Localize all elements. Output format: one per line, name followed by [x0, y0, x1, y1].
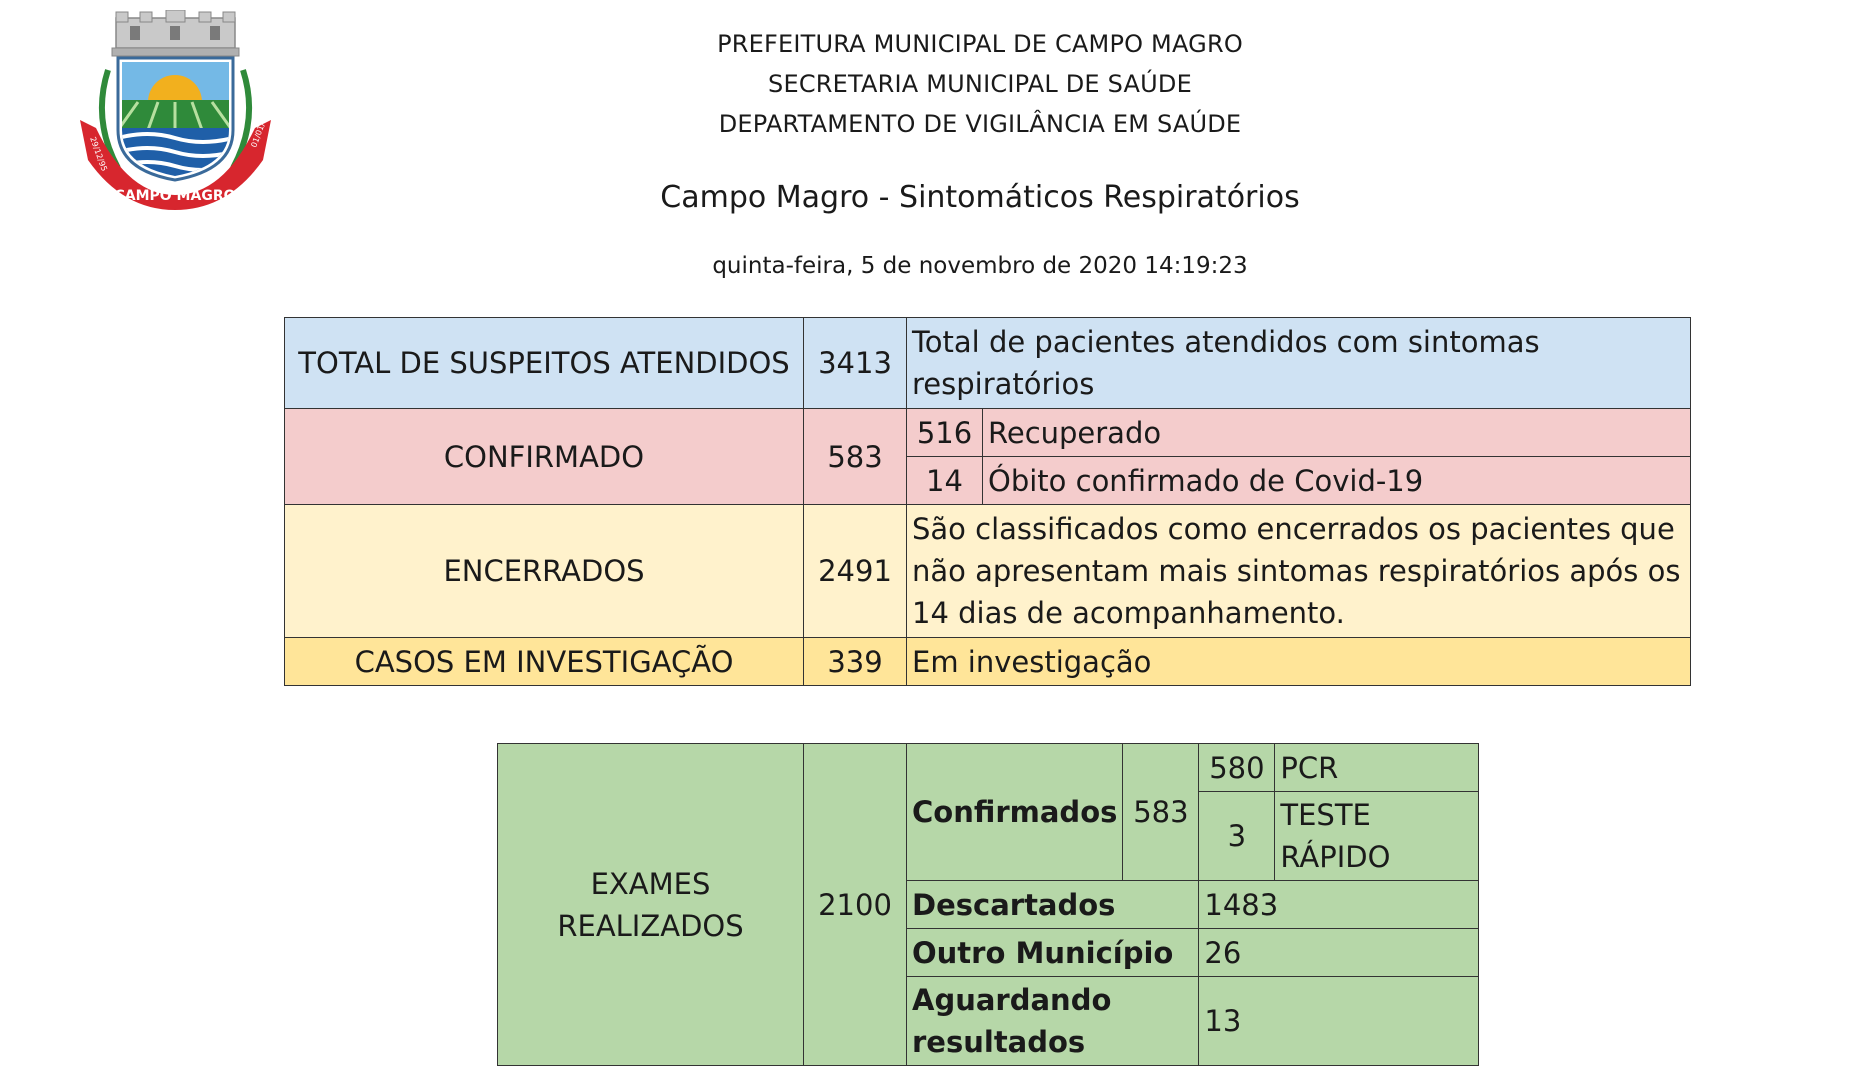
total-suspeitos-label: TOTAL DE SUSPEITOS ATENDIDOS: [285, 318, 804, 409]
report-title: Campo Magro - Sintomáticos Respiratórios: [660, 180, 1300, 215]
aguardando-value: 13: [1199, 977, 1479, 1066]
row-encerrados: [285, 505, 1691, 638]
total-suspeitos-value: 3413: [804, 318, 907, 409]
exames-table: [497, 743, 1479, 1066]
crest-banner-text: CAMPO MAGRO: [114, 188, 236, 204]
exames-realizados-value: 2100: [804, 744, 907, 1066]
recuperado-label: Recuperado: [983, 409, 1691, 457]
outro-municipio-label: Outro Município: [907, 929, 1199, 977]
summary-table: [284, 317, 1691, 686]
confirmado-label: CONFIRMADO: [285, 409, 804, 505]
row-investigacao: [285, 638, 1691, 686]
header-prefeitura: PREFEITURA MUNICIPAL DE CAMPO MAGRO: [717, 30, 1243, 58]
pcr-label: PCR: [1275, 744, 1479, 792]
investigacao-value: 339: [804, 638, 907, 686]
encerrados-value: 2491: [804, 505, 907, 638]
crest-left-date: 29/12/95: [88, 135, 109, 173]
recuperado-value: 516: [907, 409, 983, 457]
row-pcr: [498, 744, 1479, 792]
confirmados-label: Confirmados: [907, 744, 1123, 881]
encerrados-desc: São classificados como encerrados os pacientes que não apresentam mais sintomas respiratórios após os 14 dias de acompanhamento.: [907, 505, 1691, 638]
outro-municipio-value: 26: [1199, 929, 1479, 977]
exames-realizados-label: EXAMES REALIZADOS: [498, 744, 804, 1066]
aguardando-label: Aguardando resultados: [907, 977, 1199, 1066]
header-secretaria: SECRETARIA MUNICIPAL DE SAÚDE: [768, 70, 1192, 98]
confirmado-value: 583: [804, 409, 907, 505]
confirmados-value: 583: [1123, 744, 1199, 881]
investigacao-desc: Em investigação: [907, 638, 1691, 686]
total-suspeitos-desc: Total de pacientes atendidos com sintomas respiratórios: [907, 318, 1691, 409]
crest-right-date: 01/01/97: [249, 111, 271, 149]
investigacao-label: CASOS EM INVESTIGAÇÃO: [285, 638, 804, 686]
row-confirmado: [285, 409, 1691, 457]
obito-value: 14: [907, 457, 983, 505]
pcr-value: 580: [1199, 744, 1275, 792]
row-total-suspeitos: [285, 318, 1691, 409]
descartados-value: 1483: [1199, 881, 1479, 929]
encerrados-label: ENCERRADOS: [285, 505, 804, 638]
report-timestamp: quinta-feira, 5 de novembro de 2020 14:19:23: [712, 253, 1248, 279]
obito-label: Óbito confirmado de Covid-19: [983, 457, 1691, 505]
descartados-label: Descartados: [907, 881, 1199, 929]
header-departamento: DEPARTAMENTO DE VIGILÂNCIA EM SAÚDE: [718, 110, 1242, 138]
teste-rapido-value: 3: [1199, 792, 1275, 881]
teste-rapido-label: TESTE RÁPIDO: [1275, 792, 1479, 881]
